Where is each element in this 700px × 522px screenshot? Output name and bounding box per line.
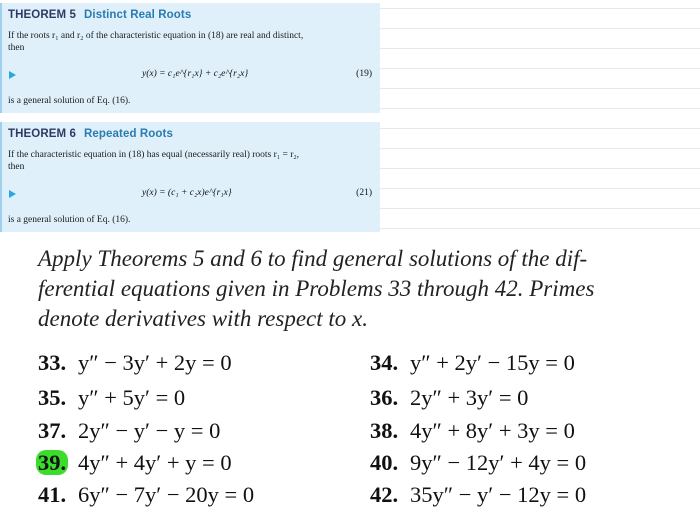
problem-equation: 6y″ − 7y′ − 20y = 0 (78, 482, 255, 507)
theorem-5-formula-parts (0, 0, 1, 1)
problem-39 (38, 450, 232, 476)
rule-line (380, 228, 700, 229)
rule-line (380, 8, 700, 9)
rule-line (380, 148, 700, 149)
theorem-6-box (0, 122, 380, 232)
problem-equation: 35y″ − y′ − 12y = 0 (410, 482, 587, 507)
theorem-6-label: THEOREM 6 (8, 128, 76, 140)
problem-equation: 2y″ − y′ − y = 0 (78, 418, 221, 443)
theorem-6-title: Repeated Roots (84, 128, 173, 140)
rule-line (380, 188, 700, 189)
problem-equation: y″ + 5y′ = 0 (78, 385, 186, 410)
instructions-line: Apply Theorems 5 and 6 to find general solutions of the dif- (38, 246, 588, 271)
rule-line (380, 108, 700, 109)
problem-equation: 4y″ + 4y′ + y = 0 (78, 450, 232, 475)
theorem-6-heading (8, 128, 173, 140)
problem-number: 33. (38, 350, 67, 375)
theorem-5-text-line: then (8, 43, 25, 53)
theorem-5-formula (142, 69, 248, 79)
problem-33 (38, 350, 232, 376)
theorem-6-eq-number: (21) (356, 188, 372, 198)
theorem-5-box (0, 3, 380, 113)
problem-number: 42. (370, 482, 399, 507)
theorem-6-formula (142, 188, 232, 198)
problem-number: 38. (370, 418, 399, 443)
rule-line (380, 208, 700, 209)
theorem-5-label: THEOREM 5 (8, 9, 76, 21)
problem-42 (370, 482, 586, 508)
problem-equation: y″ − 3y′ + 2y = 0 (78, 350, 232, 375)
theorem-5-text-line: If the roots r₁ and r₂ of the characteristic equation in (18) are real and distinct, (8, 31, 304, 41)
theorem-6-text (8, 149, 299, 173)
rule-line (380, 48, 700, 49)
theorem-5-title: Distinct Real Roots (84, 9, 192, 21)
rule-line (380, 68, 700, 69)
rule-line (380, 88, 700, 89)
formula-text: y(x) = (c₁ + c₂x)e^{r₁x} (142, 188, 232, 198)
problem-number: 41. (38, 482, 67, 507)
theorem-5-eq-number: (19) (356, 69, 372, 79)
arrow-icon (9, 71, 16, 79)
formula-part (0, 0, 1, 1)
theorem-6-conclusion: is a general solution of Eq. (16). (8, 215, 131, 225)
problem-number: 36. (370, 385, 399, 410)
problem-36 (370, 385, 528, 411)
formula-text: y(x) = c₁e^{r₁x} + c₂e^{r₂x} (142, 69, 249, 79)
problem-40 (370, 450, 586, 476)
problem-number-highlighted: 39. (38, 450, 67, 475)
problem-37 (38, 418, 220, 444)
problem-number: 35. (38, 385, 67, 410)
problem-equation: y″ + 2y′ − 15y = 0 (410, 350, 575, 375)
theorem-5-heading (8, 9, 191, 21)
problem-41 (38, 482, 254, 508)
rule-line (380, 168, 700, 169)
theorem-5-conclusion: is a general solution of Eq. (16). (8, 96, 131, 106)
problem-equation: 4y″ + 8y′ + 3y = 0 (410, 418, 575, 443)
problem-number: 40. (370, 450, 399, 475)
theorem-5-text (8, 30, 303, 54)
problem-34 (370, 350, 575, 376)
instructions-line: ferential equations given in Problems 33 through 42. Primes (38, 276, 595, 301)
problem-equation: 2y″ + 3y′ = 0 (410, 385, 529, 410)
problem-number: 37. (38, 418, 67, 443)
instructions (38, 244, 688, 334)
rule-line (380, 128, 700, 129)
arrow-icon (9, 190, 16, 198)
problem-equation: 9y″ − 12y′ + 4y = 0 (410, 450, 587, 475)
problem-35 (38, 385, 185, 411)
problem-38 (370, 418, 575, 444)
problem-number: 34. (370, 350, 399, 375)
theorem-6-text-line: then (8, 162, 25, 172)
instructions-line: denote derivatives with respect to x. (38, 306, 368, 331)
rule-line (380, 28, 700, 29)
theorem-6-text-line: If the characteristic equation in (18) has equal (necessarily real) roots r₁ = r₂, (8, 150, 300, 160)
